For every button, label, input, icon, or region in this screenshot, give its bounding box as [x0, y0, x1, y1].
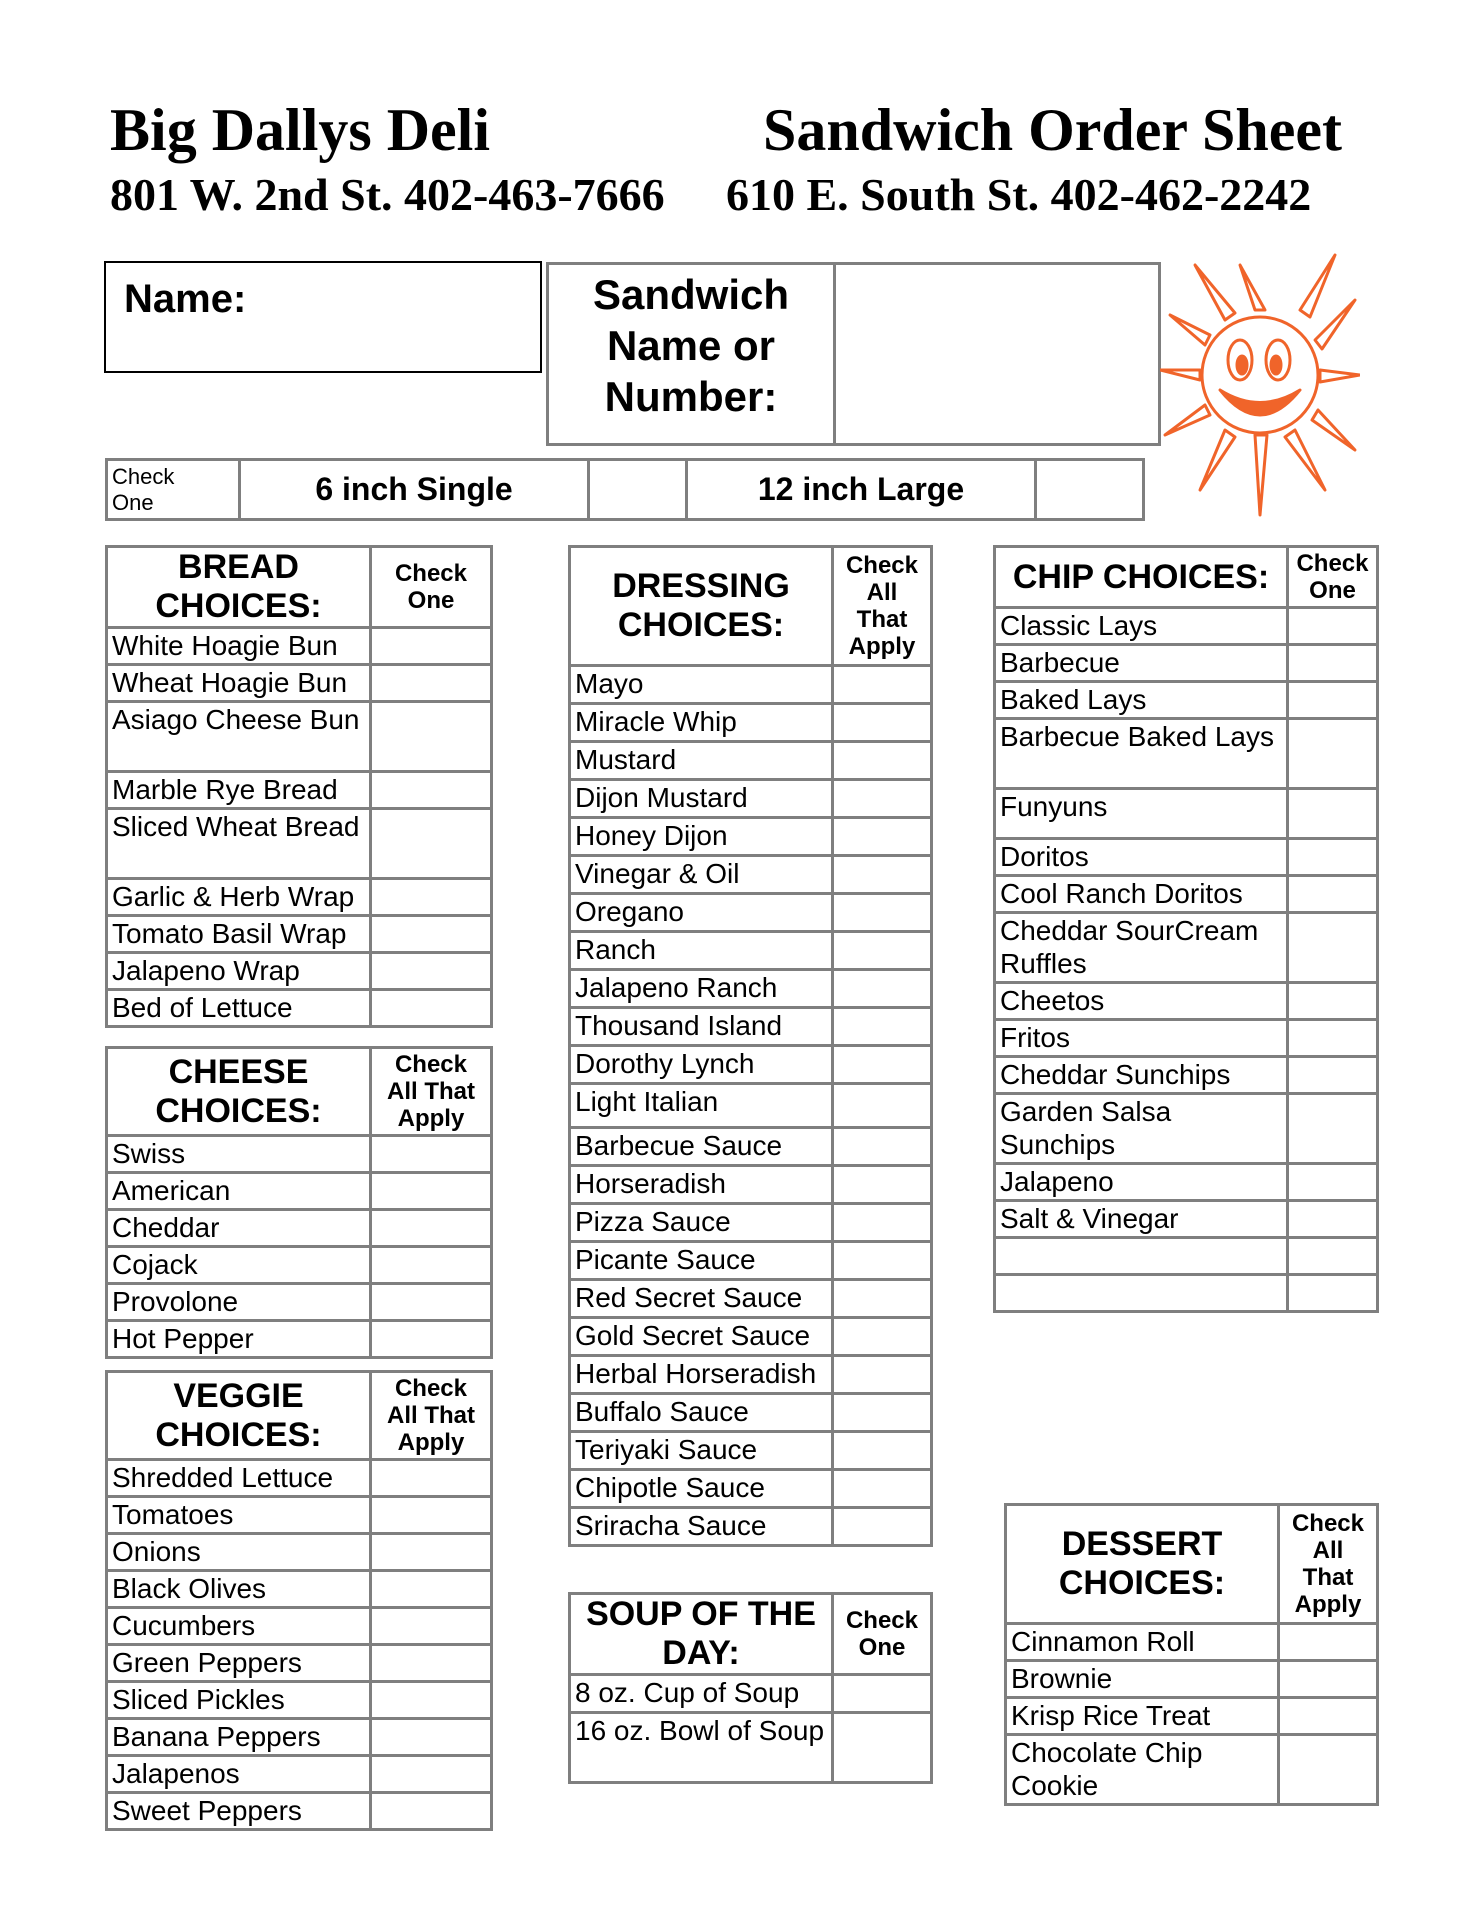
bread-row: [107, 772, 492, 809]
dessert-item-checkbox[interactable]: [1279, 1698, 1378, 1735]
chips-item-checkbox[interactable]: [1288, 913, 1378, 983]
dressing-item-label: Horseradish: [570, 1166, 833, 1204]
chips-item-label: [995, 1238, 1288, 1275]
soup-item-checkbox[interactable]: [833, 1713, 932, 1783]
dressing-row: [570, 1046, 932, 1084]
chips-row: [995, 1275, 1378, 1312]
chips-item-checkbox[interactable]: [1288, 1164, 1378, 1201]
cheese-row: [107, 1210, 492, 1247]
dressing-item-checkbox[interactable]: [833, 666, 932, 704]
chips-item-checkbox[interactable]: [1288, 1201, 1378, 1238]
chips-item-checkbox[interactable]: [1288, 608, 1378, 645]
soup-heading: SOUP OF THE DAY:: [570, 1594, 833, 1675]
dressing-item-checkbox[interactable]: [833, 1008, 932, 1046]
dressing-row: [570, 1508, 932, 1546]
dressing-row: [570, 1470, 932, 1508]
veggie-item-checkbox[interactable]: [371, 1645, 492, 1682]
chips-row: [995, 682, 1378, 719]
cheese-item-label: Cheddar: [107, 1210, 371, 1247]
bread-item-label: Tomato Basil Wrap: [107, 916, 371, 953]
chips-item-label: Cheddar SourCream Ruffles: [995, 913, 1288, 983]
bread-item-checkbox[interactable]: [371, 879, 492, 916]
dessert-item-checkbox[interactable]: [1279, 1624, 1378, 1661]
dressing-item-label: Buffalo Sauce: [570, 1394, 833, 1432]
dressing-item-checkbox[interactable]: [833, 780, 932, 818]
size-table: [105, 458, 1145, 521]
dressing-item-label: Pizza Sauce: [570, 1204, 833, 1242]
dressing-row: [570, 780, 932, 818]
veggie-item-label: Sliced Pickles: [107, 1682, 371, 1719]
sandwich-label-box: [546, 262, 836, 446]
chips-row: [995, 719, 1378, 789]
bread-item-label: White Hoagie Bun: [107, 628, 371, 665]
veggie-row: [107, 1534, 492, 1571]
dressing-row: [570, 1084, 932, 1128]
dressing-row: [570, 932, 932, 970]
veggie-item-checkbox[interactable]: [371, 1719, 492, 1756]
chips-item-label: Fritos: [995, 1020, 1288, 1057]
chips-item-label: Garden Salsa Sunchips: [995, 1094, 1288, 1164]
veggie-item-checkbox[interactable]: [371, 1497, 492, 1534]
bread-row: [107, 809, 492, 879]
dressing-item-label: Vinegar & Oil: [570, 856, 833, 894]
dressing-item-label: Ranch: [570, 932, 833, 970]
chips-item-checkbox[interactable]: [1288, 1020, 1378, 1057]
dessert-row: [1006, 1698, 1378, 1735]
dressing-item-label: Light Italian: [570, 1084, 833, 1128]
name-label: Name:: [124, 277, 247, 321]
dessert-row: [1006, 1661, 1378, 1698]
dressing-item-checkbox[interactable]: [833, 1204, 932, 1242]
dressing-item-label: Mustard: [570, 742, 833, 780]
dressing-item-label: Dorothy Lynch: [570, 1046, 833, 1084]
cheese-item-checkbox[interactable]: [371, 1321, 492, 1358]
veggie-item-label: Black Olives: [107, 1571, 371, 1608]
cheese-row: [107, 1136, 492, 1173]
cheese-table: [105, 1046, 493, 1359]
dressing-heading: DRESSING CHOICES:: [570, 547, 833, 666]
cheese-item-checkbox[interactable]: [371, 1136, 492, 1173]
cheese-check-header: Check All That Apply: [371, 1048, 492, 1136]
bread-item-checkbox[interactable]: [371, 916, 492, 953]
veggie-item-checkbox[interactable]: [371, 1608, 492, 1645]
dressing-item-label: Jalapeno Ranch: [570, 970, 833, 1008]
veggie-item-label: Jalapenos: [107, 1756, 371, 1793]
veggie-table: [105, 1370, 493, 1831]
dressing-item-label: Miracle Whip: [570, 704, 833, 742]
dressing-item-checkbox[interactable]: [833, 1166, 932, 1204]
cheese-item-checkbox[interactable]: [371, 1247, 492, 1284]
dressing-item-label: Dijon Mustard: [570, 780, 833, 818]
dressing-row: [570, 1008, 932, 1046]
dessert-heading: DESSERT CHOICES:: [1006, 1505, 1279, 1624]
bread-row: [107, 916, 492, 953]
dressing-row: [570, 1394, 932, 1432]
chips-item-label: Classic Lays: [995, 608, 1288, 645]
chips-table: [993, 545, 1379, 1313]
bread-item-label: Jalapeno Wrap: [107, 953, 371, 990]
dressing-item-checkbox[interactable]: [833, 1046, 932, 1084]
sheet-title: Sandwich Order Sheet: [763, 97, 1342, 163]
cheese-item-checkbox[interactable]: [371, 1210, 492, 1247]
dressing-item-checkbox[interactable]: [833, 1242, 932, 1280]
bread-heading: BREAD CHOICES:: [107, 547, 371, 628]
chips-item-label: Barbecue Baked Lays: [995, 719, 1288, 789]
chips-row: [995, 789, 1378, 839]
soup-check-header: Check One: [833, 1594, 932, 1675]
bread-item-checkbox[interactable]: [371, 772, 492, 809]
chips-heading: CHIP CHOICES:: [995, 547, 1288, 608]
bread-item-label: Marble Rye Bread: [107, 772, 371, 809]
dressing-item-label: Chipotle Sauce: [570, 1470, 833, 1508]
veggie-check-header: Check All That Apply: [371, 1372, 492, 1460]
bread-item-checkbox[interactable]: [371, 702, 492, 772]
veggie-item-label: Onions: [107, 1534, 371, 1571]
chips-item-checkbox[interactable]: [1288, 645, 1378, 682]
dressing-table: [568, 545, 933, 1547]
store-name: Big Dallys Deli: [110, 97, 491, 163]
cheese-item-checkbox[interactable]: [371, 1284, 492, 1321]
chips-row: [995, 645, 1378, 682]
chips-row: [995, 608, 1378, 645]
cheese-item-label: Provolone: [107, 1284, 371, 1321]
dressing-row: [570, 1280, 932, 1318]
chips-item-checkbox[interactable]: [1288, 1057, 1378, 1094]
chips-row: [995, 1094, 1378, 1164]
bread-row: [107, 665, 492, 702]
veggie-row: [107, 1460, 492, 1497]
cheese-item-label: Hot Pepper: [107, 1321, 371, 1358]
dressing-item-checkbox[interactable]: [833, 1432, 932, 1470]
dressing-item-checkbox[interactable]: [833, 856, 932, 894]
dressing-item-label: Barbecue Sauce: [570, 1128, 833, 1166]
soup-item-label: 8 oz. Cup of Soup: [570, 1675, 833, 1713]
bread-row: [107, 879, 492, 916]
dessert-table: [1004, 1503, 1379, 1806]
chips-item-checkbox[interactable]: [1288, 983, 1378, 1020]
dressing-row: [570, 1242, 932, 1280]
dressing-item-checkbox[interactable]: [833, 1508, 932, 1546]
bread-check-header: Check One: [371, 547, 492, 628]
chips-check-header: Check One: [1288, 547, 1378, 608]
sun-icon: [1160, 225, 1360, 525]
bread-item-checkbox[interactable]: [371, 990, 492, 1027]
cheese-row: [107, 1321, 492, 1358]
bread-row: [107, 702, 492, 772]
bread-item-label: Sliced Wheat Bread: [107, 809, 371, 879]
bread-row: [107, 953, 492, 990]
veggie-item-checkbox[interactable]: [371, 1756, 492, 1793]
dressing-item-checkbox[interactable]: [833, 1356, 932, 1394]
chips-item-label: Cheddar Sunchips: [995, 1057, 1288, 1094]
bread-item-checkbox[interactable]: [371, 809, 492, 879]
dessert-item-label: Chocolate Chip Cookie: [1006, 1735, 1279, 1805]
cheese-row: [107, 1173, 492, 1210]
size-check-label: Check One: [107, 460, 240, 520]
chips-row: [995, 1201, 1378, 1238]
veggie-item-label: Cucumbers: [107, 1608, 371, 1645]
dressing-row: [570, 818, 932, 856]
veggie-item-label: Green Peppers: [107, 1645, 371, 1682]
dressing-item-label: Herbal Horseradish: [570, 1356, 833, 1394]
dressing-item-checkbox[interactable]: [833, 1084, 932, 1128]
dressing-row: [570, 704, 932, 742]
veggie-row: [107, 1756, 492, 1793]
bread-item-label: Bed of Lettuce: [107, 990, 371, 1027]
cheese-item-label: Swiss: [107, 1136, 371, 1173]
size-single-label: 6 inch Single: [240, 460, 589, 520]
chips-item-label: Doritos: [995, 839, 1288, 876]
chips-item-label: Jalapeno: [995, 1164, 1288, 1201]
bread-item-checkbox[interactable]: [371, 628, 492, 665]
chips-item-checkbox[interactable]: [1288, 1094, 1378, 1164]
dressing-row: [570, 742, 932, 780]
dressing-item-checkbox[interactable]: [833, 1128, 932, 1166]
cheese-item-label: American: [107, 1173, 371, 1210]
veggie-row: [107, 1793, 492, 1830]
dessert-item-checkbox[interactable]: [1279, 1735, 1378, 1805]
bread-table: [105, 545, 493, 1028]
chips-item-checkbox[interactable]: [1288, 1238, 1378, 1275]
chips-item-label: Cool Ranch Doritos: [995, 876, 1288, 913]
dressing-item-checkbox[interactable]: [833, 894, 932, 932]
dressing-row: [570, 1204, 932, 1242]
veggie-item-checkbox[interactable]: [371, 1793, 492, 1830]
dressing-row: [570, 666, 932, 704]
soup-row: [570, 1713, 932, 1783]
dressing-check-header: Check All That Apply: [833, 547, 932, 666]
cheese-row: [107, 1247, 492, 1284]
veggie-item-checkbox[interactable]: [371, 1460, 492, 1497]
chips-row: [995, 1164, 1378, 1201]
veggie-item-checkbox[interactable]: [371, 1534, 492, 1571]
sandwich-label: Sandwich Name or Number:: [592, 271, 790, 420]
veggie-item-label: Tomatoes: [107, 1497, 371, 1534]
dressing-item-label: Honey Dijon: [570, 818, 833, 856]
chips-row: [995, 1020, 1378, 1057]
veggie-item-label: Banana Peppers: [107, 1719, 371, 1756]
bread-row: [107, 990, 492, 1027]
soup-table: [568, 1592, 933, 1784]
dessert-item-label: Brownie: [1006, 1661, 1279, 1698]
dressing-item-label: Mayo: [570, 666, 833, 704]
dressing-item-label: Picante Sauce: [570, 1242, 833, 1280]
dressing-item-checkbox[interactable]: [833, 704, 932, 742]
size-single-checkbox[interactable]: [589, 460, 687, 520]
size-large-checkbox[interactable]: [1036, 460, 1144, 520]
veggie-row: [107, 1719, 492, 1756]
soup-item-label: 16 oz. Bowl of Soup: [570, 1713, 833, 1783]
dessert-item-checkbox[interactable]: [1279, 1661, 1378, 1698]
veggie-item-checkbox[interactable]: [371, 1682, 492, 1719]
location-1: 801 W. 2nd St. 402-463-7666: [110, 169, 665, 220]
veggie-item-checkbox[interactable]: [371, 1571, 492, 1608]
dressing-item-checkbox[interactable]: [833, 818, 932, 856]
chips-item-checkbox[interactable]: [1288, 839, 1378, 876]
chips-item-label: Salt & Vinegar: [995, 1201, 1288, 1238]
veggie-row: [107, 1645, 492, 1682]
dressing-item-label: Teriyaki Sauce: [570, 1432, 833, 1470]
dressing-item-checkbox[interactable]: [833, 970, 932, 1008]
dressing-row: [570, 1128, 932, 1166]
dessert-row: [1006, 1624, 1378, 1661]
veggie-item-label: Sweet Peppers: [107, 1793, 371, 1830]
veggie-heading: VEGGIE CHOICES:: [107, 1372, 371, 1460]
cheese-heading: CHEESE CHOICES:: [107, 1048, 371, 1136]
chips-row: [995, 1238, 1378, 1275]
chips-row: [995, 876, 1378, 913]
dessert-row: [1006, 1735, 1378, 1805]
chips-item-label: Cheetos: [995, 983, 1288, 1020]
dressing-item-label: Gold Secret Sauce: [570, 1318, 833, 1356]
sandwich-input-box[interactable]: [833, 262, 1161, 446]
bread-item-checkbox[interactable]: [371, 953, 492, 990]
bread-item-label: Wheat Hoagie Bun: [107, 665, 371, 702]
location-2: 610 E. South St. 402-462-2242: [726, 169, 1312, 220]
dressing-item-label: Thousand Island: [570, 1008, 833, 1046]
size-large-label: 12 inch Large: [687, 460, 1036, 520]
chips-item-label: Funyuns: [995, 789, 1288, 839]
dressing-row: [570, 1166, 932, 1204]
dressing-item-label: Oregano: [570, 894, 833, 932]
dressing-item-checkbox[interactable]: [833, 932, 932, 970]
dressing-item-checkbox[interactable]: [833, 1470, 932, 1508]
dressing-row: [570, 1432, 932, 1470]
chips-item-checkbox[interactable]: [1288, 719, 1378, 789]
cheese-item-checkbox[interactable]: [371, 1173, 492, 1210]
chips-row: [995, 1057, 1378, 1094]
dressing-item-checkbox[interactable]: [833, 1318, 932, 1356]
chips-item-label: Baked Lays: [995, 682, 1288, 719]
veggie-row: [107, 1682, 492, 1719]
veggie-row: [107, 1608, 492, 1645]
dressing-item-checkbox[interactable]: [833, 742, 932, 780]
dressing-item-checkbox[interactable]: [833, 1394, 932, 1432]
cheese-row: [107, 1284, 492, 1321]
chips-row: [995, 983, 1378, 1020]
cheese-item-label: Cojack: [107, 1247, 371, 1284]
dressing-row: [570, 1356, 932, 1394]
dressing-row: [570, 856, 932, 894]
soup-row: [570, 1675, 932, 1713]
bread-row: [107, 628, 492, 665]
veggie-row: [107, 1497, 492, 1534]
chips-item-label: [995, 1275, 1288, 1312]
name-box[interactable]: [104, 261, 542, 373]
veggie-row: [107, 1571, 492, 1608]
dressing-row: [570, 1318, 932, 1356]
chips-item-checkbox[interactable]: [1288, 789, 1378, 839]
chips-item-checkbox[interactable]: [1288, 682, 1378, 719]
dressing-item-label: Red Secret Sauce: [570, 1280, 833, 1318]
chips-item-checkbox[interactable]: [1288, 1275, 1378, 1312]
chips-row: [995, 913, 1378, 983]
bread-item-label: Asiago Cheese Bun: [107, 702, 371, 772]
dressing-row: [570, 970, 932, 1008]
bread-item-label: Garlic & Herb Wrap: [107, 879, 371, 916]
dessert-item-label: Cinnamon Roll: [1006, 1624, 1279, 1661]
bread-item-checkbox[interactable]: [371, 665, 492, 702]
dressing-row: [570, 894, 932, 932]
dessert-item-label: Krisp Rice Treat: [1006, 1698, 1279, 1735]
chips-row: [995, 839, 1378, 876]
chips-item-checkbox[interactable]: [1288, 876, 1378, 913]
dressing-item-checkbox[interactable]: [833, 1280, 932, 1318]
soup-item-checkbox[interactable]: [833, 1675, 932, 1713]
chips-item-label: Barbecue: [995, 645, 1288, 682]
dressing-item-label: Sriracha Sauce: [570, 1508, 833, 1546]
dessert-check-header: Check All That Apply: [1279, 1505, 1378, 1624]
veggie-item-label: Shredded Lettuce: [107, 1460, 371, 1497]
